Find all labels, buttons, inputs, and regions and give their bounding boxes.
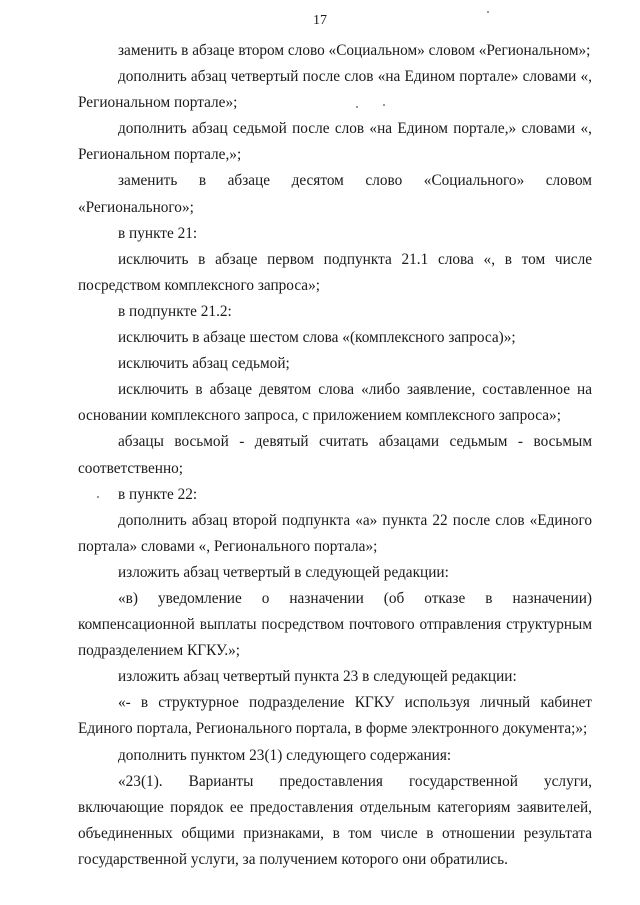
paragraph: изложить абзац четвертый пункта 23 в следующей редакции: xyxy=(118,668,517,686)
paragraph: дополнить абзац второй подпункта «а» пункта 22 после слов «Единого портала» словами «, Регионального портала»; xyxy=(78,511,592,555)
paragraph: исключить в абзаце девятом слова «либо заявление, составленное на основании комплексного запроса, с приложением комплексного запроса»; xyxy=(78,381,592,425)
document-body xyxy=(78,38,592,873)
scan-speck xyxy=(487,11,489,13)
paragraph: заменить в абзаце десятом слово «Социального» словом «Регионального»; xyxy=(78,172,592,216)
paragraph: дополнить абзац четвертый после слов «на Едином портале» словами «, Региональном портале»; xyxy=(78,68,592,112)
paragraph: исключить абзац седьмой; xyxy=(118,355,290,373)
scan-speck xyxy=(383,104,385,106)
paragraph: исключить в абзаце первом подпункта 21.1 слова «, в том числе посредством комплексного запроса»; xyxy=(78,250,592,294)
paragraph: в пункте 21: xyxy=(118,224,198,242)
paragraph: заменить в абзаце втором слово «Социальном» словом «Региональном»; xyxy=(118,42,591,59)
paragraph: абзацы восьмой - девятый считать абзацами седьмым - восьмым соответственно; xyxy=(78,433,592,477)
paragraph: изложить абзац четвертый в следующей редакции: xyxy=(118,563,449,581)
paragraph: дополнить пунктом 23(1) следующего содержания: xyxy=(118,746,452,764)
paragraph: в пункте 22: xyxy=(118,485,198,503)
scan-speck xyxy=(97,496,99,498)
paragraph: «23(1). Варианты предоставления государственной услуги, включающие порядок ее предоставления отдельным категориям заявителей, объединенных общими признаками, в том числе в отношении результата государственной услуги, за получением которого они обратились. xyxy=(78,772,592,868)
paragraph: «- в структурное подразделение КГКУ используя личный кабинет Единого портала, Регионального портала, в форме электронного документа;»; xyxy=(78,694,592,738)
paragraph: «в) уведомление о назначении (об отказе в назначении) компенсационной выплаты посредством почтового отправления структурным подразделением КГКУ.»; xyxy=(78,589,592,660)
paragraph: дополнить абзац седьмой после слов «на Едином портале,» словами «, Региональном портале,»; xyxy=(78,120,592,164)
paragraph: в подпункте 21.2: xyxy=(118,302,232,320)
scan-speck xyxy=(356,106,358,108)
paragraph: исключить в абзаце шестом слова «(комплексного запроса)»; xyxy=(118,329,516,347)
page-number: 17 xyxy=(313,13,327,28)
